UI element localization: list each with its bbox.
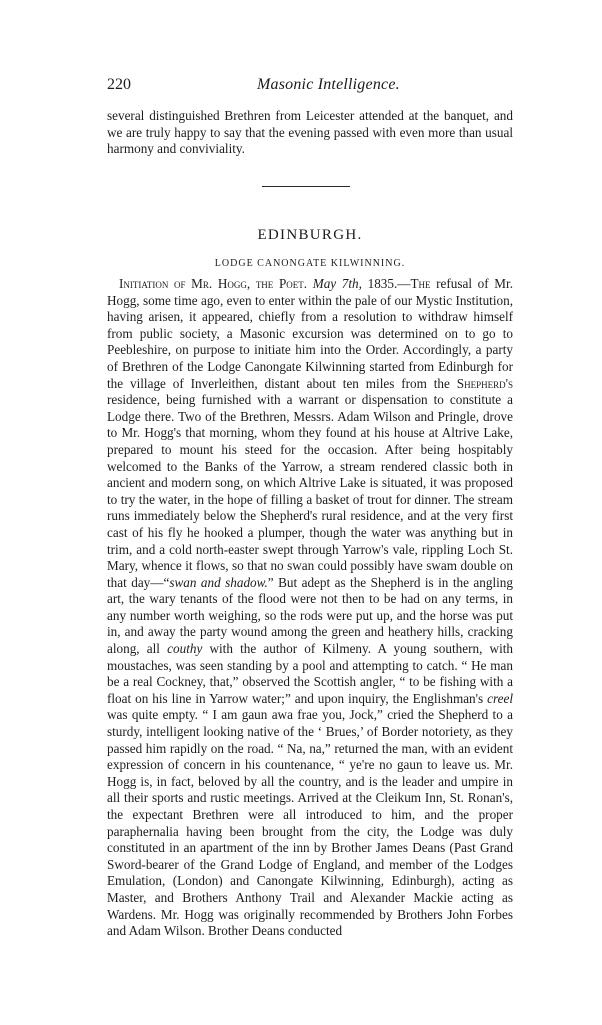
article-text-1: refusal of Mr. Hogg, some time ago, even to enter within the pale of our Mystic Institution, having arisen, it appeared, chiefly from a resolution to withdraw himself from public society, a Masonic excursion was determined on to go to Peebleshire, on purpose to initiate him into the Order. Accordingly, a party of Brethren of the Lodge Canongate Kilwinning started from Edinburgh for the village of Inverleithen, distant about ten miles from the [107,276,513,391]
section-title: EDINBURGH. [257,227,363,243]
article-text-4: with the author of Kilmeny. A young southern, with moustaches, was seen standing by a pool and attempting to catch. “ He man be a real Cockney, that,” observed the Scottish angler, “ to be fishing with a float on his line in Yarrow water;” and upon inquiry, the Englishman's [107,641,514,706]
couthy-word: couthy [167,641,203,657]
intro-paragraph: several distinguished Brethren from Leicester attended at the banquet, and we are truly happy to say that the evening passed with even more than usual harmony and conviviality. [107,108,513,157]
running-title: Masonic Intelligence. [257,76,400,93]
shepherd-term: Shepherd's [456,375,513,391]
page-header [107,76,507,100]
lead-year: 1835.— [367,276,411,291]
lodge-title: LODGE CANONGATE KILWINNING. [214,258,406,269]
lead-role: the Poet. [255,276,308,291]
section-divider [262,186,350,187]
article-text-3: ” But adept as the Shepherd is in the angling art, the wary tenants of the flood were not then to be had on any terms, in any number worth weighing, so the rods were put up, and the horse was put in, and away the party wound among the green and heathery hills, cracking along, all [107,574,513,657]
article-text-5: was quite empty. “ I am gaun awa frae you, Jock,” cried the Shepherd to a sturdy, intelligent looking native of the ‘ Brues,’ of Border notoriety, as they passed him rapidly on the road. “ Na, na,” returned the man, with an evident expression of concern in his countenance, “ ye're no gaun to leave us. Mr. Hogg is, in fact, beloved by all the country, and is the leader and umpire in all their sports and rustic meetings. Arrived at the Cleikum Inn, St. Ronan's, the expectant Brethren were all introduced to him, and the proper paraphernalia having been brought from the city, the Lodge was duly constituted in an apartment of the inn by Brother James Deans (Past Grand Sword-bearer of the Grand Lodge of England, and member of the Lodges Emulation, (London) and Canongate Kilwinning, Edinburgh), acting as Master, and Brothers Anthony Trail and Alexander Mackie acting as Wardens. Mr. Hogg was originally recommended by Brothers John Forbes and Adam Wilson. Brother Deans conducted [107,707,513,939]
lead-date: May 7th, [312,276,362,291]
lead-the: The [410,276,431,291]
page-number: 220 [107,76,131,93]
article-paragraph [107,276,513,940]
creel-word: creel [487,690,513,706]
lead-initiation: Initiation of [119,276,186,291]
article-body [107,276,513,940]
article-text-2: residence, being furnished with a warrant or dispensation to constitute a Lodge there. Two of the Brethren, Messrs. Adam Wilson and Pringle, drove to Mr. Hogg's that morning, whom they found at his house at Altrive Lake, prepared to mount his steed for the occasion. After being hospitably welcomed to the Banks of the Yarrow, a stream rendered classic both in ancient and modern song, on which Altrive Lake is situated, it was proposed to try the water, in the hope of filling a basket of trout for dinner. The stream runs immediately below the Shepherd's rural residence, and at the very first cast of his fly he hooked a plumper, though the water was anything but in trim, and a cold north-easter swept through Yarrow's vale, rippling Loch St. Mary, whence it flows, so that no swan could possibly have swam double on that day—“ [107,392,513,590]
swan-quote: swan and shadow. [169,574,268,590]
lead-name: Mr. Hogg, [191,276,251,291]
